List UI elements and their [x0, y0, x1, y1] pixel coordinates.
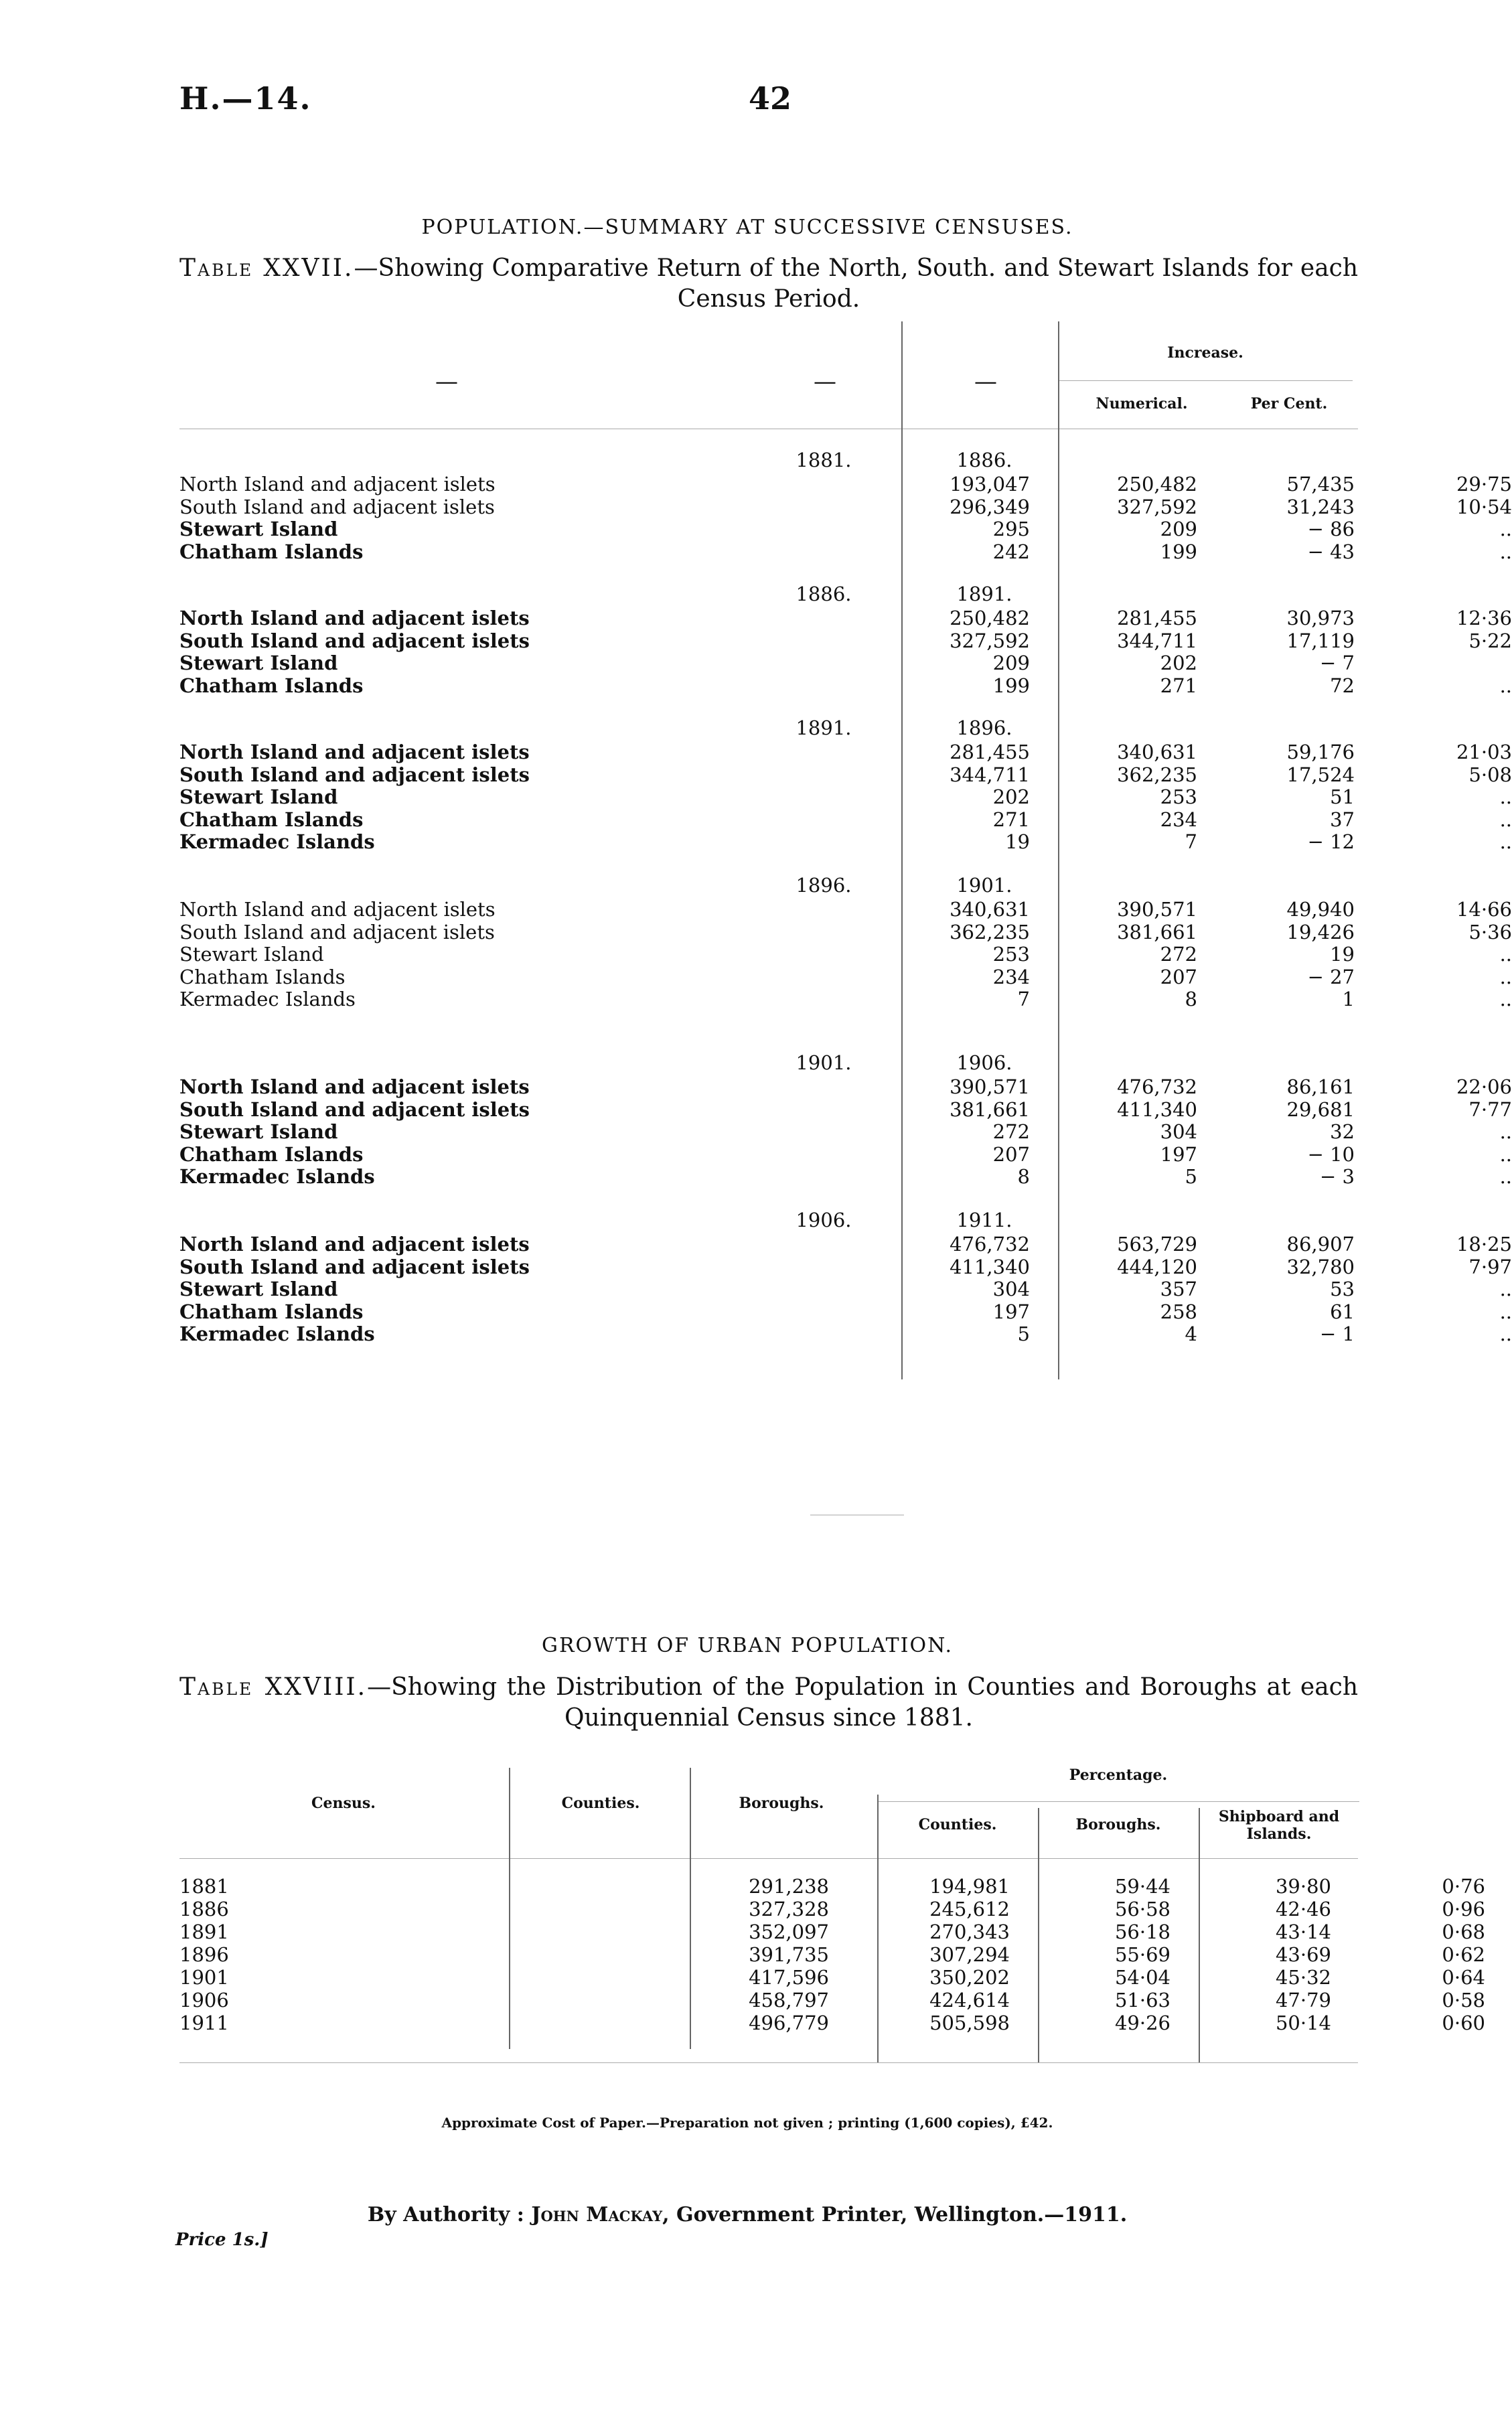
- population-start: 19: [1005, 830, 1030, 854]
- table28-census-header: Census.: [311, 1795, 376, 1812]
- table-row: [179, 898, 1512, 921]
- place-name: North Island and adjacent islets: [179, 741, 530, 763]
- population-start: 234: [992, 965, 1030, 988]
- table28-pct-shipboard-header: Shipboard and Islands.: [1218, 1808, 1340, 1843]
- boroughs-population: 245,612: [929, 1898, 1010, 1920]
- table27-heading: POPULATION.—SUMMARY AT SUCCESSIVE CENSUSES.: [421, 216, 1073, 239]
- pct-shipboard: 0·62: [1442, 1943, 1485, 1966]
- increase-percent: ..: [1499, 965, 1512, 988]
- population-end: 207: [1160, 965, 1197, 988]
- place-name: North Island and adjacent islets: [179, 473, 496, 496]
- place-name: South Island and adjacent islets: [179, 920, 495, 943]
- place-name: Stewart Island: [179, 1120, 338, 1144]
- boroughs-population: 505,598: [929, 2012, 1010, 2034]
- population-end: 304: [1160, 1120, 1197, 1144]
- table28-bottom-rule: [179, 2062, 1358, 2063]
- pct-counties: 59·44: [1114, 1875, 1170, 1898]
- table-row: [179, 965, 1512, 988]
- place-name: Stewart Island: [179, 943, 324, 966]
- place-name: Chatham Islands: [179, 674, 364, 697]
- population-start: 242: [992, 540, 1030, 563]
- table-row: [179, 473, 1512, 496]
- boroughs-population: 307,294: [929, 1943, 1010, 1966]
- boroughs-population: 424,614: [929, 1989, 1010, 2012]
- place-name: Chatham Islands: [179, 808, 364, 831]
- population-start: 197: [992, 1300, 1030, 1323]
- increase-percent: 10·54: [1456, 495, 1512, 518]
- increase-percent: ..: [1499, 785, 1512, 809]
- census-year: 1891: [179, 1920, 229, 1943]
- increase-percent: 5·08: [1468, 763, 1512, 786]
- table27-numerical-header: Numerical.: [1095, 395, 1188, 412]
- table-row: [179, 741, 1512, 763]
- population-start: 272: [992, 1120, 1030, 1144]
- population-end: 390,571: [1117, 898, 1197, 921]
- counties-population: 391,735: [749, 1943, 829, 1966]
- increase-numerical: 49,940: [1286, 898, 1355, 921]
- population-end: 197: [1160, 1142, 1197, 1166]
- counties-population: 291,238: [749, 1875, 829, 1898]
- increase-numerical: 19: [1330, 943, 1355, 966]
- table28-heading: GROWTH OF URBAN POPULATION.: [542, 1634, 953, 1657]
- population-start: 7: [1017, 988, 1030, 1011]
- printer-authority: [0, 2203, 1495, 2226]
- population-end: 258: [1160, 1300, 1197, 1323]
- table-row: [179, 785, 1512, 809]
- census-year: 1911: [179, 2012, 229, 2034]
- population-end: 411,340: [1117, 1098, 1197, 1121]
- place-name: Stewart Island: [179, 1278, 338, 1301]
- increase-numerical: 17,524: [1286, 763, 1355, 786]
- population-start: 327,592: [950, 629, 1030, 652]
- increase-percent: 12·36: [1456, 607, 1512, 629]
- increase-percent: 7·97: [1468, 1255, 1512, 1278]
- increase-numerical: 29,681: [1286, 1098, 1355, 1121]
- increase-percent: 7·77: [1468, 1098, 1512, 1121]
- table-row: [179, 1120, 1512, 1144]
- table-row: [179, 1255, 1512, 1278]
- table-row: [179, 1875, 1485, 1898]
- census-year: 1886: [179, 1898, 229, 1920]
- increase-numerical: 32,780: [1286, 1255, 1355, 1278]
- population-start: 271: [992, 808, 1030, 831]
- population-end: 7: [1185, 830, 1197, 854]
- place-name: South Island and adjacent islets: [179, 763, 530, 786]
- pct-shipboard: 0·96: [1442, 1898, 1485, 1920]
- table-row: [179, 1098, 1512, 1121]
- year-end: 1901.: [956, 874, 1012, 897]
- population-end: 340,631: [1117, 741, 1197, 763]
- increase-percent: ..: [1499, 943, 1512, 966]
- counties-population: 327,328: [749, 1898, 829, 1920]
- page-number: 42: [749, 80, 792, 117]
- table28-counties-header: Counties.: [561, 1795, 640, 1812]
- table-row: [179, 1989, 1485, 2012]
- increase-percent: ..: [1499, 1300, 1512, 1323]
- place-name: Stewart Island: [179, 652, 338, 675]
- year-end: 1886.: [956, 449, 1012, 471]
- place-name: Chatham Islands: [179, 965, 346, 988]
- census-year: 1906: [179, 1989, 229, 2012]
- table28-pct-counties-header: Counties.: [918, 1816, 997, 1833]
- increase-numerical: − 43: [1307, 540, 1355, 563]
- boroughs-population: 350,202: [929, 1966, 1010, 1989]
- table-row: [179, 763, 1512, 786]
- population-start: 390,571: [950, 1075, 1030, 1098]
- table-row: [179, 607, 1512, 629]
- table27-col-name-blank: —: [435, 368, 458, 395]
- increase-numerical: 86,161: [1286, 1075, 1355, 1098]
- population-start: 344,711: [950, 763, 1030, 786]
- population-end: 5: [1185, 1165, 1197, 1189]
- increase-percent: 29·75: [1456, 473, 1512, 496]
- population-start: 209: [992, 652, 1030, 675]
- year-end: 1891.: [956, 583, 1012, 605]
- counties-population: 458,797: [749, 1989, 829, 2012]
- place-name: South Island and adjacent islets: [179, 495, 495, 518]
- population-start: 8: [1017, 1165, 1030, 1189]
- increase-numerical: 61: [1330, 1300, 1355, 1323]
- place-name: South Island and adjacent islets: [179, 629, 530, 652]
- population-end: 563,729: [1117, 1233, 1197, 1256]
- place-name: South Island and adjacent islets: [179, 1255, 530, 1278]
- place-name: North Island and adjacent islets: [179, 1075, 530, 1098]
- table-row: [179, 518, 1512, 541]
- counties-population: 352,097: [749, 1920, 829, 1943]
- pct-boroughs: 42·46: [1275, 1898, 1331, 1920]
- increase-percent: ..: [1499, 1120, 1512, 1144]
- year-start: 1901.: [796, 1051, 852, 1074]
- pct-boroughs: 43·14: [1275, 1920, 1331, 1943]
- table-row: [179, 1943, 1485, 1966]
- population-start: 250,482: [950, 607, 1030, 629]
- census-year: 1881: [179, 1875, 229, 1898]
- population-end: 344,711: [1117, 629, 1197, 652]
- increase-numerical: 72: [1330, 674, 1355, 697]
- increase-numerical: 59,176: [1286, 741, 1355, 763]
- population-end: 4: [1185, 1322, 1197, 1346]
- counties-population: 496,779: [749, 2012, 829, 2034]
- pct-counties: 56·18: [1114, 1920, 1170, 1943]
- population-start: 340,631: [950, 898, 1030, 921]
- table-row: [179, 674, 1512, 697]
- table28-title: —Showing the Distribution of the Population in Counties and Boroughs at each Quinquennial Census since 1881.: [367, 1673, 1359, 1732]
- table-row: [179, 629, 1512, 652]
- pct-shipboard: 0·58: [1442, 1989, 1485, 2012]
- increase-percent: 5·22: [1468, 629, 1512, 652]
- population-start: 193,047: [950, 473, 1030, 496]
- increase-numerical: 31,243: [1286, 495, 1355, 518]
- document-reference: H.—14.: [179, 80, 312, 117]
- table-row: [179, 988, 1512, 1011]
- cost-note: Approximate Cost of Paper.—Preparation not given ; printing (1,600 copies), £42.: [441, 2115, 1053, 2131]
- year-end: 1911.: [956, 1209, 1012, 1231]
- pct-shipboard: 0·76: [1442, 1875, 1485, 1898]
- pct-shipboard: 0·60: [1442, 2012, 1485, 2034]
- population-end: 381,661: [1117, 920, 1197, 943]
- increase-numerical: − 1: [1320, 1322, 1355, 1346]
- table-row: [179, 652, 1358, 674]
- table28-header-rule: [179, 1858, 1358, 1859]
- place-name: Chatham Islands: [179, 1142, 364, 1166]
- population-start: 202: [992, 785, 1030, 809]
- authority-suffix: , Government Printer, Wellington.—1911.: [662, 2203, 1128, 2226]
- table28-caption: [179, 1672, 1358, 1734]
- population-start: 304: [992, 1278, 1030, 1301]
- table-row: [179, 2012, 1485, 2034]
- increase-percent: ..: [1499, 540, 1512, 563]
- year-start: 1891.: [796, 716, 852, 739]
- population-end: 209: [1160, 518, 1197, 541]
- population-start: 199: [992, 674, 1030, 697]
- table-row: [179, 1075, 1512, 1098]
- pct-counties: 55·69: [1114, 1943, 1170, 1966]
- increase-percent: ..: [1499, 1322, 1512, 1346]
- increase-numerical: − 7: [1320, 652, 1355, 675]
- pct-boroughs: 39·80: [1275, 1875, 1331, 1898]
- table-row: [179, 1165, 1512, 1189]
- table27-increase-rule: [1058, 380, 1353, 381]
- place-name: Stewart Island: [179, 518, 338, 541]
- place-name: Kermadec Islands: [179, 1165, 375, 1189]
- table-row: [179, 830, 1512, 854]
- increase-percent: ..: [1499, 988, 1512, 1011]
- increase-numerical: 37: [1330, 808, 1355, 831]
- pct-shipboard: 0·64: [1442, 1966, 1485, 1989]
- pct-shipboard: 0·68: [1442, 1920, 1485, 1943]
- place-name: Stewart Island: [179, 785, 338, 809]
- increase-percent: 18·25: [1456, 1233, 1512, 1256]
- counties-population: 417,596: [749, 1966, 829, 1989]
- population-start: 5: [1017, 1322, 1030, 1346]
- place-name: Kermadec Islands: [179, 1322, 375, 1346]
- place-name: North Island and adjacent islets: [179, 898, 496, 921]
- population-start: 253: [992, 943, 1030, 966]
- pct-counties: 51·63: [1114, 1989, 1170, 2012]
- increase-numerical: − 27: [1307, 965, 1355, 988]
- population-end: 253: [1160, 785, 1197, 809]
- table-row: [179, 1898, 1485, 1920]
- increase-numerical: 19,426: [1286, 920, 1355, 943]
- table28-label: Table XXVIII.: [179, 1673, 368, 1701]
- table28-boroughs-header: Boroughs.: [739, 1795, 824, 1812]
- table-row: [179, 1300, 1512, 1323]
- table-row: [179, 495, 1512, 518]
- pct-counties: 56·58: [1114, 1898, 1170, 1920]
- increase-numerical: 17,119: [1286, 629, 1355, 652]
- table-row: [179, 920, 1512, 943]
- population-end: 327,592: [1117, 495, 1197, 518]
- population-end: 250,482: [1117, 473, 1197, 496]
- pct-counties: 54·04: [1114, 1966, 1170, 1989]
- population-end: 444,120: [1117, 1255, 1197, 1278]
- census-year: 1896: [179, 1943, 229, 1966]
- population-end: 199: [1160, 540, 1197, 563]
- increase-numerical: 32: [1330, 1120, 1355, 1144]
- population-end: 8: [1185, 988, 1197, 1011]
- table-row: [179, 1142, 1512, 1166]
- table27-label: Table XXVII.: [179, 254, 354, 282]
- table-row: [179, 1966, 1485, 1989]
- population-end: 281,455: [1117, 607, 1197, 629]
- place-name: South Island and adjacent islets: [179, 1098, 530, 1121]
- increase-numerical: − 12: [1307, 830, 1355, 854]
- population-start: 381,661: [950, 1098, 1030, 1121]
- increase-numerical: − 86: [1307, 518, 1355, 541]
- table27-col-year1-blank: —: [814, 368, 836, 395]
- place-name: North Island and adjacent islets: [179, 607, 530, 629]
- population-start: 362,235: [950, 920, 1030, 943]
- pct-counties: 49·26: [1114, 2012, 1170, 2034]
- increase-percent: ..: [1499, 830, 1512, 854]
- population-start: 281,455: [950, 741, 1030, 763]
- table-row: [179, 1322, 1512, 1346]
- population-start: 295: [992, 518, 1030, 541]
- increase-percent: ..: [1499, 518, 1512, 541]
- census-year: 1901: [179, 1966, 229, 1989]
- boroughs-population: 270,343: [929, 1920, 1010, 1943]
- year-end: 1896.: [956, 716, 1012, 739]
- place-name: Chatham Islands: [179, 1300, 364, 1323]
- place-name: Chatham Islands: [179, 540, 364, 563]
- table27-increase-header: Increase.: [1167, 344, 1243, 362]
- population-end: 271: [1160, 674, 1197, 697]
- increase-numerical: − 3: [1320, 1165, 1355, 1189]
- pct-boroughs: 47·79: [1275, 1989, 1331, 2012]
- population-start: 207: [992, 1142, 1030, 1166]
- year-start: 1886.: [796, 583, 852, 605]
- increase-numerical: 57,435: [1286, 473, 1355, 496]
- table28-pct-boroughs-header: Boroughs.: [1075, 1816, 1161, 1833]
- pct-boroughs: 50·14: [1275, 2012, 1331, 2034]
- year-start: 1881.: [796, 449, 852, 471]
- increase-numerical: 53: [1330, 1278, 1355, 1301]
- year-start: 1896.: [796, 874, 852, 897]
- table-row: [179, 1920, 1485, 1943]
- table27-caption: [179, 253, 1358, 315]
- place-name: Kermadec Islands: [179, 988, 356, 1011]
- increase-percent: 21·03: [1456, 741, 1512, 763]
- increase-numerical: − 10: [1307, 1142, 1355, 1166]
- boroughs-population: 194,981: [929, 1875, 1010, 1898]
- increase-percent: ..: [1499, 1142, 1512, 1166]
- increase-numerical: 30,973: [1286, 607, 1355, 629]
- population-end: 362,235: [1117, 763, 1197, 786]
- authority-prefix: By Authority :: [367, 2203, 532, 2226]
- population-end: 202: [1160, 652, 1197, 675]
- increase-numerical: 86,907: [1286, 1233, 1355, 1256]
- population-start: 411,340: [950, 1255, 1030, 1278]
- increase-percent: ..: [1499, 1278, 1512, 1301]
- table-row: [179, 808, 1512, 831]
- population-end: 476,732: [1117, 1075, 1197, 1098]
- population-end: 234: [1160, 808, 1197, 831]
- place-name: North Island and adjacent islets: [179, 1233, 530, 1256]
- year-end: 1906.: [956, 1051, 1012, 1074]
- table28-percentage-header: Percentage.: [1069, 1766, 1168, 1784]
- place-name: Kermadec Islands: [179, 830, 375, 854]
- population-end: 272: [1160, 943, 1197, 966]
- price: Price 1s.]: [175, 2230, 269, 2250]
- table-row: [179, 1233, 1512, 1256]
- increase-percent: 22·06: [1456, 1075, 1512, 1098]
- increase-percent: ..: [1499, 674, 1512, 697]
- increase-percent: 14·66: [1456, 898, 1512, 921]
- increase-percent: ..: [1499, 808, 1512, 831]
- population-start: 296,349: [950, 495, 1030, 518]
- table27-col-year2-blank: —: [974, 368, 997, 395]
- table-row: [179, 1278, 1512, 1301]
- increase-numerical: 51: [1330, 785, 1355, 809]
- population-end: 357: [1160, 1278, 1197, 1301]
- printer-name: John Mackay: [531, 2203, 663, 2226]
- table-row: [179, 943, 1512, 966]
- year-start: 1906.: [796, 1209, 852, 1231]
- table28-percentage-rule: [877, 1801, 1359, 1802]
- population-start: 476,732: [950, 1233, 1030, 1256]
- increase-percent: 5·36: [1468, 920, 1512, 943]
- table27-percent-header: Per Cent.: [1250, 395, 1328, 412]
- pct-boroughs: 45·32: [1275, 1966, 1331, 1989]
- table-row: [179, 540, 1512, 563]
- increase-percent: ..: [1499, 1165, 1512, 1189]
- increase-numerical: 1: [1342, 988, 1355, 1011]
- table27-title: —Showing Comparative Return of the North, South. and Stewart Islands for each Census Period.: [354, 254, 1358, 313]
- pct-boroughs: 43·69: [1275, 1943, 1331, 1966]
